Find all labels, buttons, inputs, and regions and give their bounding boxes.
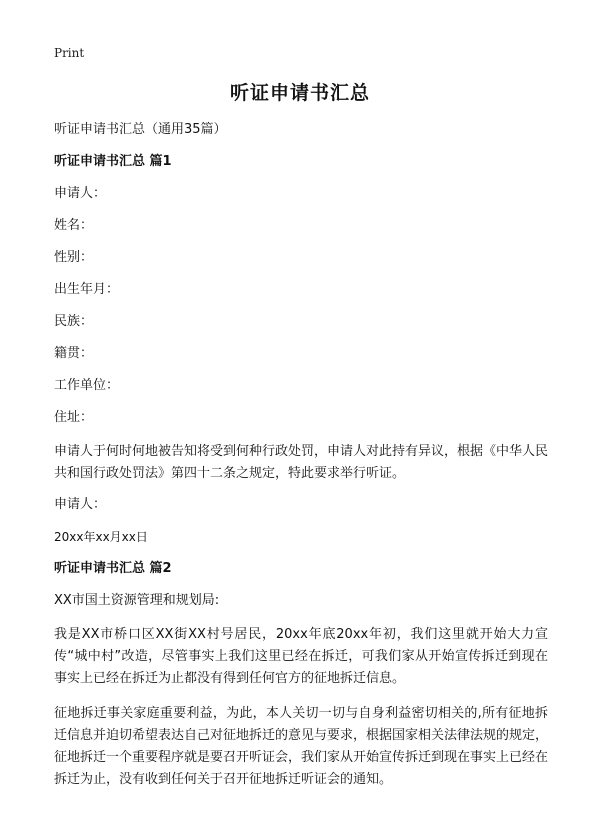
section1-body: 申请人于何时何地被告知将受到何种行政处罚，申请人对此持有异议，根据《中华人民共和国行政处罚法》第四十二条之规定，特此要求举行听证。: [54, 444, 549, 481]
field-address: 住址：: [54, 410, 94, 425]
field-ethnicity: 民族：: [54, 314, 94, 329]
date-line: 20xx年xx月xx日: [54, 530, 148, 544]
field-applicant: 申请人：: [54, 186, 107, 201]
signature-line: 申请人：: [54, 497, 107, 512]
print-label[interactable]: Print: [54, 46, 85, 60]
field-native-place: 籍贯：: [54, 346, 94, 361]
section2-paragraph-2: 征地拆迁事关家庭重要利益，为此，本人关切一切与自身利益密切相关的,所有征地拆迁信息并迫切希望表达自己对征地拆迁的意见与要求，根据国家相关法律法规的规定，征地拆迁一个重要程序就是要召开听证会，我们家从开始宣传拆迁到现在事实上已经在拆迁为止，没有收到任何关于召开征地拆迁听证会的通知。: [54, 706, 549, 787]
field-birth: 出生年月：: [54, 282, 120, 297]
recipient-line: XX市国土资源管理和规划局:: [54, 593, 220, 608]
section-heading-2: 听证申请书汇总 篇2: [54, 561, 172, 576]
document-content: [54, 120, 548, 801]
field-gender: 性别：: [54, 250, 94, 265]
field-employer: 工作单位：: [54, 378, 120, 393]
section-heading-1: 听证申请书汇总 篇1: [54, 154, 172, 169]
document-subtitle: 听证申请书汇总（通用35篇）: [54, 122, 227, 137]
document-title: 听证申请书汇总: [229, 82, 370, 104]
section2-paragraph-1: 我是XX市桥口区XX街XX村号居民，20xx年底20xx年初，我们这里就开始大力宣传“城中村”改造，尽管事实上我们这里已经在拆迁，可我们家从开始宣传拆迁到现在事实上已经在拆迁为止都没有得到任何官方的征地拆迁信息。: [54, 627, 548, 686]
field-name: 姓名：: [54, 218, 94, 233]
